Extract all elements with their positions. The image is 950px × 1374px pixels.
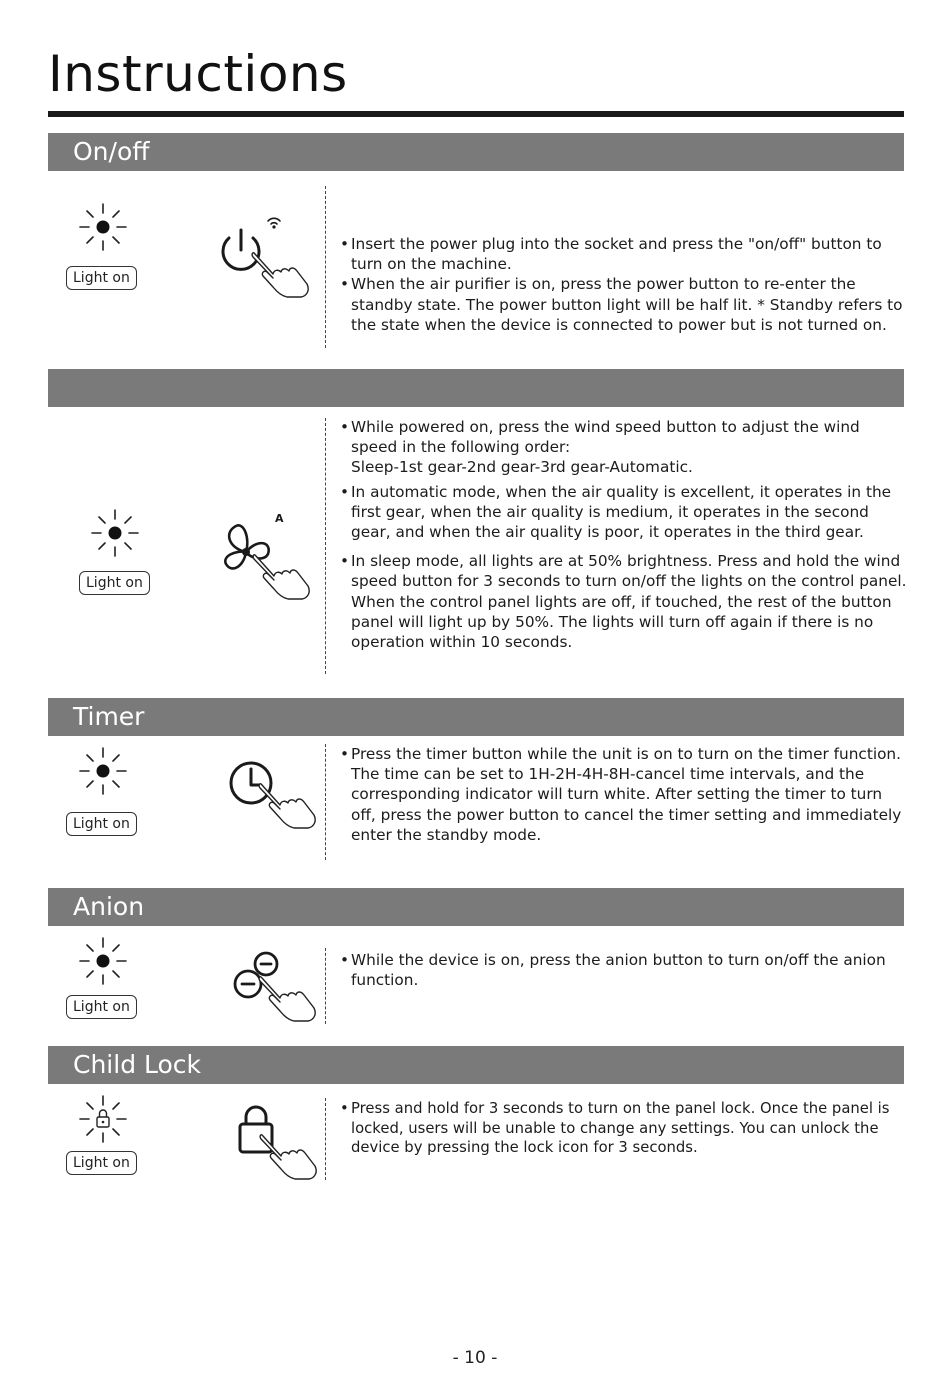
bullet-text: • In automatic mode, when the air quality is excellent, it operates in the first gear, when the air quality is medium, it operates in the second gear, and when the air quality is poor, it operates in the third gear. [340,482,908,543]
speed-order-text: Sleep-1st gear-2nd gear-3rd gear-Automatic. [351,458,693,477]
lock-button-touch-icon [232,1104,332,1184]
section-heading: Anion [73,892,145,921]
timer-text [340,744,908,845]
section-divider [325,948,326,1024]
light-burst-icon [78,936,128,986]
light-on-label: Light on [66,995,137,1019]
light-burst-icon [78,746,128,796]
bullet-text: • When the air purifier is on, press the power button to re-enter the standby state. The power button light will be half lit. * Standby refers to the state when the device is connected to power but is not turned on. [340,274,908,335]
bullet-text: • Press the timer button while the unit is on to turn on the timer function. [340,744,908,764]
section-divider [325,1098,326,1180]
page-title: Instructions [48,45,348,103]
wind-text [340,417,908,652]
title-rule [48,111,904,117]
timer-detail-text: The time can be set to 1H-2H-4H-8H-cancel time intervals, and the corresponding indicator will turn white. After setting the timer to turn off, press the power button to cancel the timer setting and immediately enter the standby mode. [351,765,902,844]
section-heading: Timer [73,702,145,731]
page-number: - 10 - [452,1348,498,1368]
section-divider [325,418,326,674]
section-header-timer [48,698,904,736]
lock-light-burst-icon [78,1094,128,1144]
section-divider [325,186,326,348]
light-on-label: Light on [79,571,150,595]
bullet-text: • Press and hold for 3 seconds to turn on the panel lock. Once the panel is locked, users will be unable to change any settings. You can unlock the device by pressing the lock icon for 3 seconds. [340,1099,908,1158]
anion-text [340,950,908,990]
light-on-label: Light on [66,266,137,290]
anion-button-touch-icon [228,944,328,1026]
clock-button-touch-icon [225,755,325,835]
onoff-text [340,234,908,335]
bullet-text: • While powered on, press the wind speed button to adjust the wind speed in the following order: [340,417,908,457]
bullet-text: • While the device is on, press the anion button to turn on/off the anion function. [340,950,908,990]
section-heading: On/off [73,137,150,166]
section-divider [325,744,326,860]
fan-auto-badge: A [275,512,284,525]
section-heading: Child Lock [73,1050,202,1079]
light-on-label: Light on [66,1151,137,1175]
light-burst-icon [78,202,128,252]
bullet-text: • Insert the power plug into the socket and press the "on/off" button to turn on the machine. [340,234,908,274]
section-header-anion [48,888,904,926]
bullet-text: • In sleep mode, all lights are at 50% brightness. Press and hold the wind speed button for 3 seconds to turn on/off the lights on the control panel. When the control panel lights are off, if touched, the rest of the button panel will light up by 50%. The lights will turn off again if there is no operation within 10 seconds. [340,551,908,652]
section-header-onoff [48,133,904,171]
light-on-label: Light on [66,812,137,836]
section-header-wind [48,369,904,407]
section-header-childlock [48,1046,904,1084]
light-burst-icon [90,508,140,558]
fan-button-touch-icon [218,508,318,603]
power-button-touch-icon [215,212,315,302]
childlock-text [340,1099,908,1158]
